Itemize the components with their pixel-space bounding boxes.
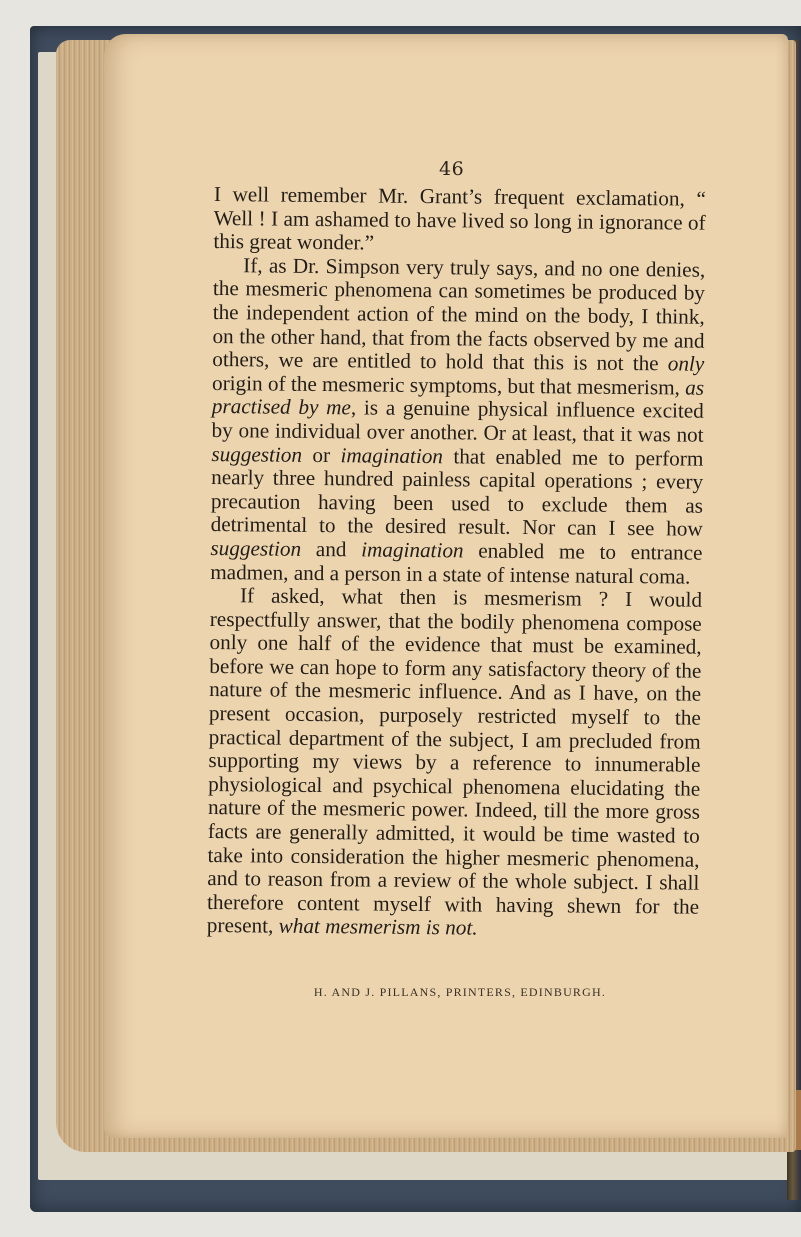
body-text bbox=[207, 183, 706, 943]
text-run: If asked, what then is mesmerism ? I would respectfully answer, that the bodily phenomena compose only one half of the evidence that must be examined, before we can hope to form any satisfactory theory of the nature of the mesmeric influence. And as I have, on the present occasion, purposely restricted myself to the practical department of the subject, I am precluded from supporting my views by a reference to innumerable physiological and psychical phenomena elucidating the nature of the mesmeric power. Indeed, till the more gross facts are generally admitted, it would be time wasted to take into consideration the higher mesmeric phenomena, and to reason from a review of the whole subject. I shall therefore content myself with having shewn for the present, bbox=[206, 583, 703, 939]
printer-imprint: H. AND J. PILLANS, PRINTERS, EDINBURGH. bbox=[313, 985, 607, 999]
italic-text: imagination bbox=[361, 537, 464, 563]
text-run: origin of the mesmeric symptoms, but that mesmerism, bbox=[211, 370, 686, 400]
text-run: I well remember Mr. Grant’s frequent exclamation, “ Well ! I am ashamed to have lived so long in ignorance of this great wonder.” bbox=[213, 182, 706, 255]
text-run: that enabled me to perform nearly three hundred painless capital operations ; every precaution having been used to exclude them as detrimental to the desired result. Nor can I see how bbox=[210, 443, 704, 542]
text-run: and bbox=[301, 536, 362, 562]
paragraph bbox=[207, 584, 702, 943]
paragraph bbox=[210, 254, 705, 589]
italic-text: only bbox=[667, 351, 705, 376]
italic-text: as practised by me bbox=[211, 375, 705, 420]
paragraph bbox=[213, 183, 706, 259]
italic-text: suggestion bbox=[211, 441, 303, 467]
text-run: or bbox=[301, 442, 341, 467]
text-run: If, as Dr. Simpson very truly says, and no one denies, the mesmeric phenomena can sometimes be produced by the independent action of the mind on the body, I think, on the other hand, that from the facts observed by me and others, we are entitled to hold that this is not the bbox=[212, 253, 706, 376]
italic-text: suggestion bbox=[210, 535, 302, 561]
text-run: enabled me to entrance madmen, and a person in a state of intense natural coma. bbox=[210, 538, 703, 589]
italic-text: what mesmerism is not. bbox=[278, 914, 478, 940]
italic-text: imagination bbox=[340, 442, 444, 468]
page-number: 46 bbox=[439, 158, 465, 180]
text-run: , is a genuine physical influence excited by one individual over another. Or at least, that it was not bbox=[211, 395, 704, 447]
